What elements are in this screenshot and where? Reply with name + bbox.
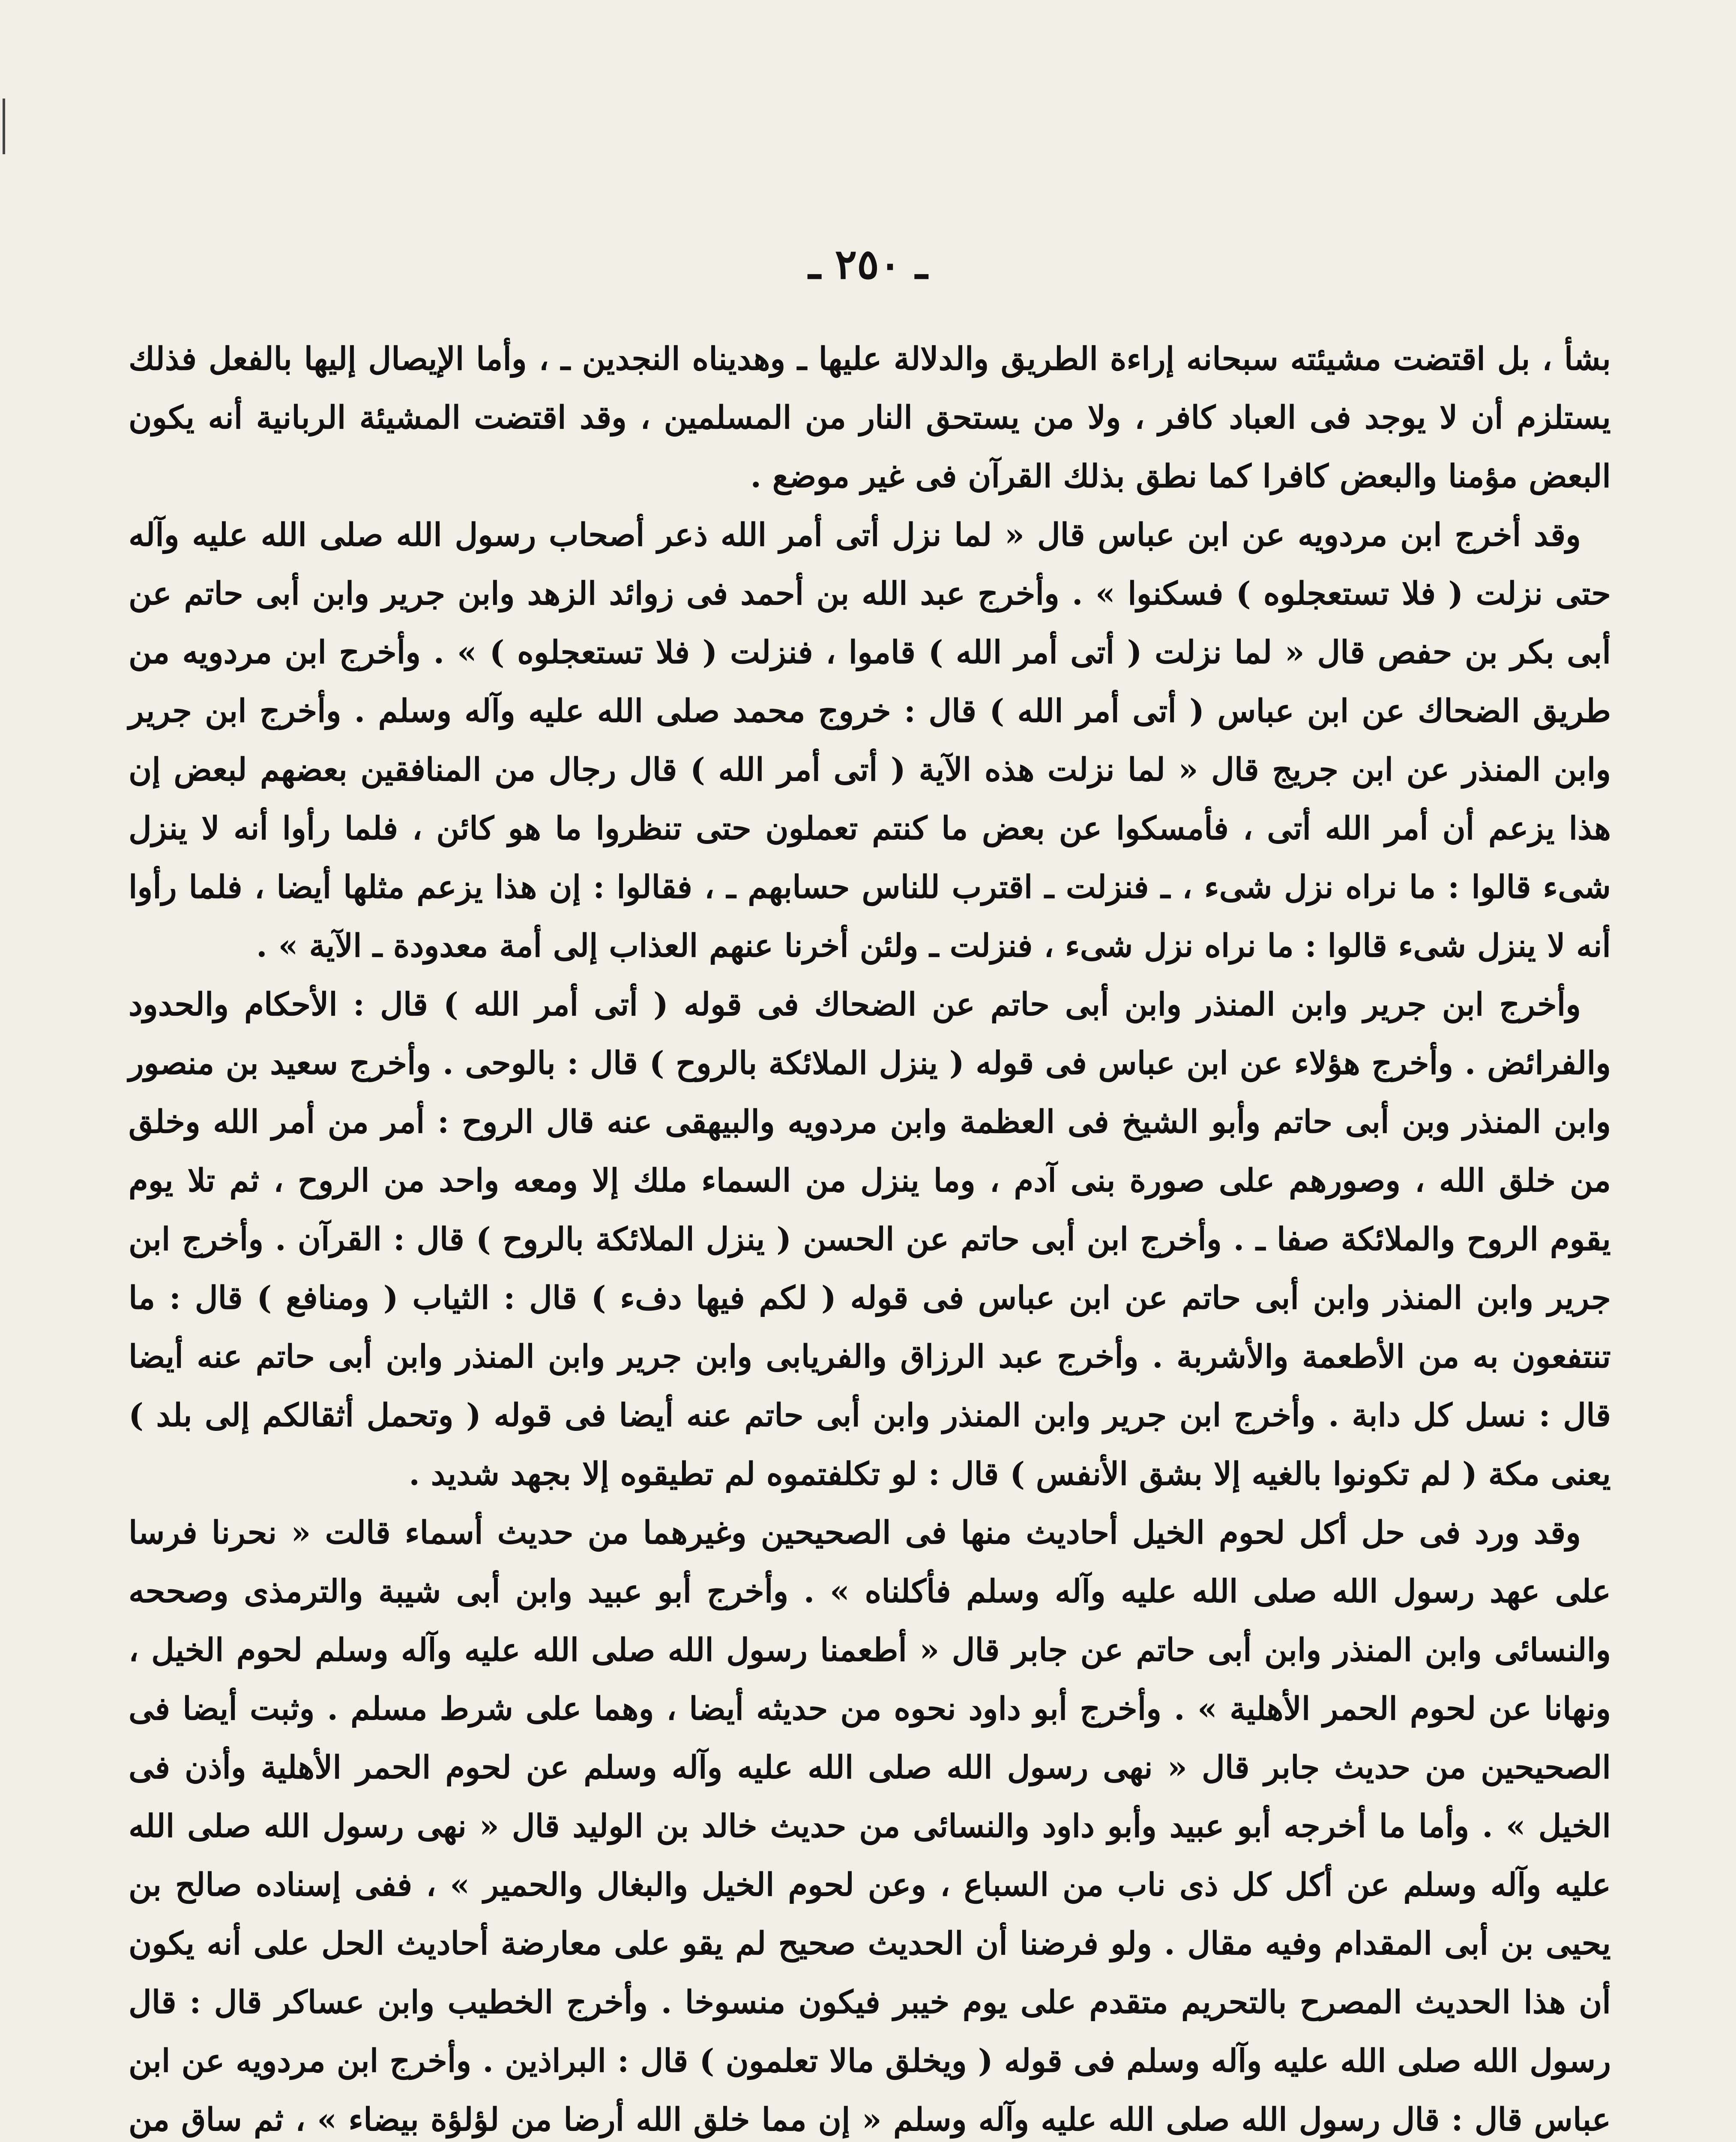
paragraph: وقد ورد فى حل أكل لحوم الخيل أحاديث منها فى الصحيحين وغيرهما من حديث أسماء قالت « نحرنا فرسا على عهد رسول الله صلى الله عليه وآله وسلم فأكلناه » . وأخرج أبو عبيد وابن أبى شيبة والترمذى وصححه والنسائى وابن المنذر وابن أبى حاتم عن جابر قال « أطعمنا رسول الله صلى الله عليه وآله وسلم لحوم الخيل ، ونهانا عن لحوم الحمر الأهلية » . وأخرج أبو داود نحوه من حديثه أيضا ، وهما على شرط مسلم . وثبت أيضا فى الصحيحين من حديث جابر قال « نهى رسول الله صلى الله عليه وآله وسلم عن لحوم الحمر الأهلية وأذن فى الخيل » . وأما ما أخرجه أبو عبيد وأبو داود والنسائى من حديث خالد بن الوليد قال « نهى رسول الله صلى الله عليه وآله وسلم عن أكل كل ذى ناب من السباع ، وعن لحوم الخيل والبغال والحمير » ، ففى إسناده صالح بن يحيى بن أبى المقدام وفيه مقال . ولو فرضنا أن الحديث صحيح لم يقو على معارضة أحاديث الحل على أنه يكون أن هذا الحديث المصرح بالتحريم متقدم على يوم خيبر فيكون منسوخا . وأخرج الخطيب وابن عساكر قال : قال رسول الله صلى الله عليه وآله وسلم فى قوله ( ويخلق مالا تعلمون ) قال : البراذين . وأخرج ابن مردويه عن ابن عباس قال : قال رسول الله صلى الله عليه وآله وسلم « إن مما خلق الله أرضا من لؤلؤة بيضاء » ، ثم ساق من [129,1514,1611,2138]
paragraph: وقد أخرج ابن مردويه عن ابن عباس قال « لما نزل أتى أمر الله ذعر أصحاب رسول الله صلى الله عليه وآله حتى نزلت ( فلا تستعجلوه ) فسكنوا » . وأخرج عبد الله بن أحمد فى زوائد الزهد وابن جرير وابن أبى حاتم عن أبى بكر بن حفص قال « لما نزلت ( أتى أمر الله ) قاموا ، فنزلت ( فلا تستعجلوه ) » . وأخرج ابن مردويه من طريق الضحاك عن ابن عباس ( أتى أمر الله ) قال : خروج محمد صلى الله عليه وآله وسلم . وأخرج ابن جرير وابن المنذر عن ابن جريج قال « لما نزلت هذه الآية ( أتى أمر الله ) قال رجال من المنافقين بعضهم لبعض إن هذا يزعم أن أمر الله أتى ، فأمسكوا عن بعض ما كنتم تعملون حتى تنظروا ما هو كائن ، فلما رأوا أنه لا ينزل شىء قالوا : ما نراه نزل شىء ، ـ فنزلت ـ اقترب للناس حسابهم ـ ، فقالوا : إن هذا يزعم مثلها أيضا ، فلما رأوا أنه لا ينزل شىء قالوا : ما نراه نزل شىء ، فنزلت ـ ولئن أخرنا عنهم العذاب إلى أمة معدودة ـ الآية » . [129,517,1611,964]
page-body [129,330,1611,2142]
paragraph: بشأ ، بل اقتضت مشيئته سبحانه إراءة الطريق والدلالة عليها ـ وهديناه النجدين ـ ، وأما الإيصال إليها بالفعل فذلك يستلزم أن لا يوجد فى العباد كافر ، ولا من يستحق النار من المسلمين ، وقد اقتضت المشيئة الربانية أنه يكون البعض مؤمنا والبعض كافرا كما نطق بذلك القرآن فى غير موضع . [129,341,1611,495]
page-edge-mark [3,99,5,154]
paragraph: وأخرج ابن جرير وابن المنذر وابن أبى حاتم عن الضحاك فى قوله ( أتى أمر الله ) قال : الأحكام والحدود والفرائض . وأخرج هؤلاء عن ابن عباس فى قوله ( ينزل الملائكة بالروح ) قال : بالوحى . وأخرج سعيد بن منصور وابن المنذر وبن أبى حاتم وأبو الشيخ فى العظمة وابن مردويه والبيهقى عنه قال الروح : أمر من أمر الله وخلق من خلق الله ، وصورهم على صورة بنى آدم ، وما ينزل من السماء ملك إلا ومعه واحد من الروح ، ثم تلا يوم يقوم الروح والملائكة صفا ـ . وأخرج ابن أبى حاتم عن الحسن ( ينزل الملائكة بالروح ) قال : القرآن . وأخرج ابن جرير وابن المنذر وابن أبى حاتم عن ابن عباس فى قوله ( لكم فيها دفء ) قال : الثياب ( ومنافع ) قال : ما تنتفعون به من الأطعمة والأشربة . وأخرج عبد الرزاق والفريابى وابن جرير وابن المنذر وابن أبى حاتم عنه أيضا قال : نسل كل دابة . وأخرج ابن جرير وابن المنذر وابن أبى حاتم عنه أيضا فى قوله ( وتحمل أثقالكم إلى بلد ) يعنى مكة ( لم تكونوا بالغيه إلا بشق الأنفس ) قال : لو تكلفتموه لم تطيقوه إلا بجهد شديد . [129,986,1611,1493]
page-number: ـ ٢٥٠ ـ [808,240,928,288]
